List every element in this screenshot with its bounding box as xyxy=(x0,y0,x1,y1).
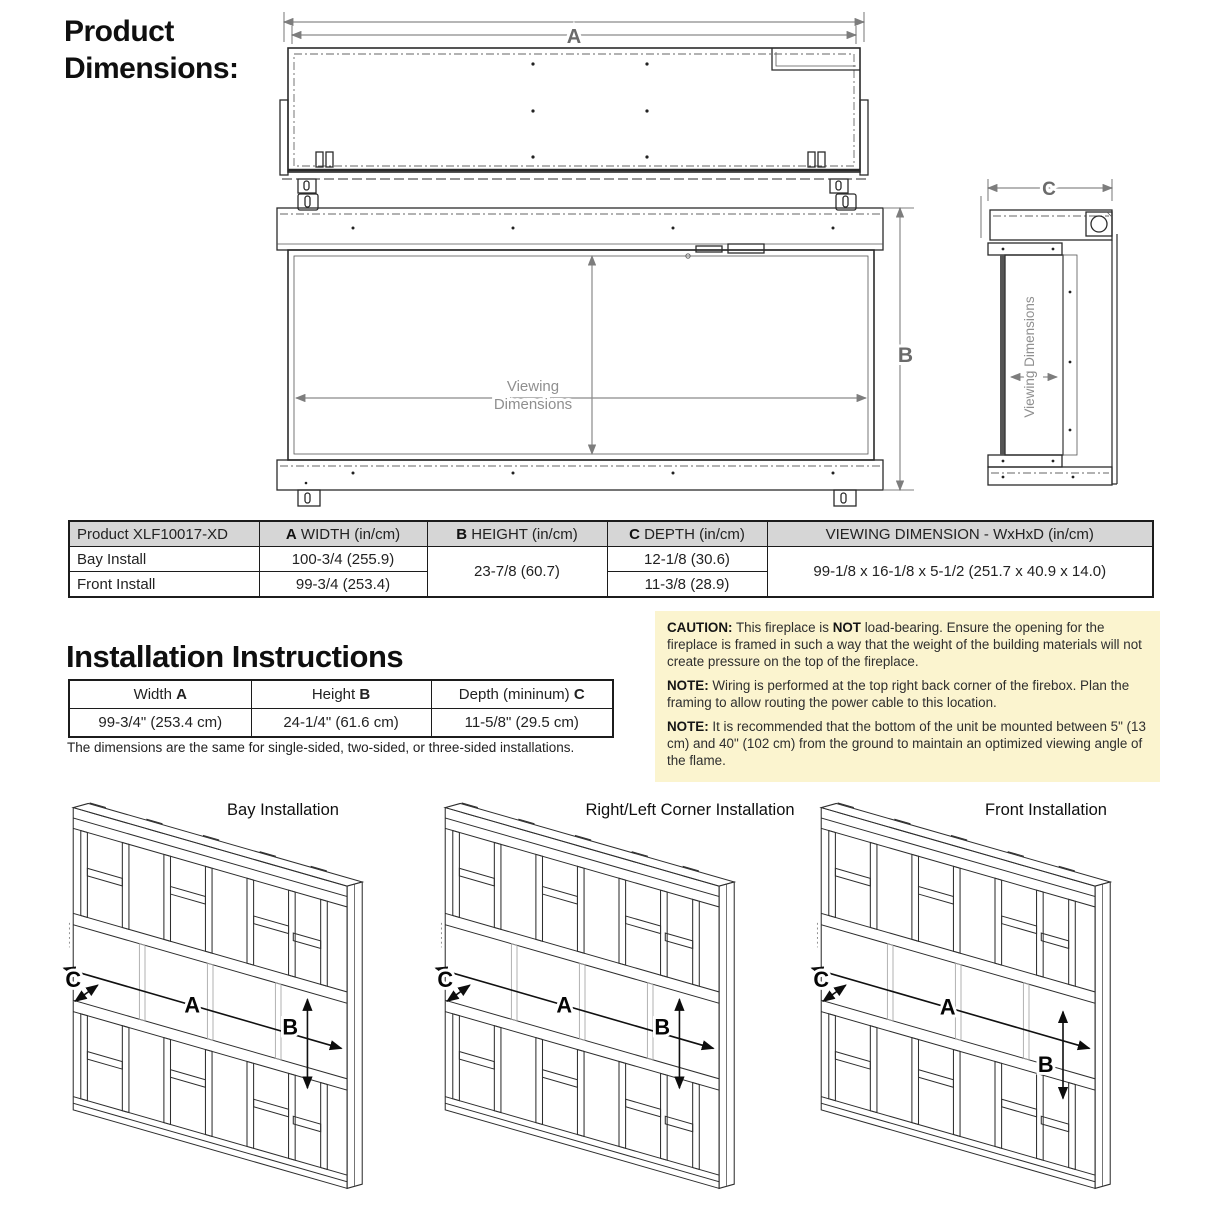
install-values-row xyxy=(69,709,613,738)
installation-instructions-title: Installation Instructions xyxy=(66,639,404,674)
bay-install-label-cell: Bay Install xyxy=(69,547,259,572)
dim-c-label: C xyxy=(813,967,830,993)
front-installation-diagram xyxy=(808,798,1148,1195)
install-width-header: Width A xyxy=(69,680,251,709)
svg-text:Dimensions: Dimensions xyxy=(493,396,573,413)
power-entry-knockout-icon xyxy=(1091,216,1107,232)
bay-depth-cell: 12-1/8 (30.6) xyxy=(607,547,767,572)
install-height-header: Height B xyxy=(251,680,431,709)
product-dimensions-table xyxy=(68,520,1154,598)
install-depth-header: Depth (mininum) C xyxy=(431,680,613,709)
viewing-dimensions-label xyxy=(494,378,572,413)
top-view-drawing xyxy=(276,4,872,196)
dim-b-label: B xyxy=(897,344,913,367)
page-title: Product Dimensions: xyxy=(64,15,239,85)
caution-paragraph: CAUTION: This fireplace is NOT load-bearing. Ensure the opening for the fireplace is framed in such a way that the weight of the building materials will not create pressure on the top of the fireplace. xyxy=(667,620,1142,670)
front-depth-cell: 11-3/8 (28.9) xyxy=(607,572,767,598)
front-installation-title: Front Installation xyxy=(985,801,1107,819)
depth-header-cell: C DEPTH (in/cm) xyxy=(607,521,767,547)
dim-a-label: A xyxy=(939,994,956,1020)
dim-b-label: B xyxy=(1037,1052,1054,1078)
dim-b-label: B xyxy=(654,1014,670,1040)
fastener-dots xyxy=(305,227,835,485)
height-value-cell: 23-7/8 (60.7) xyxy=(427,547,607,598)
dim-a-label: A xyxy=(184,992,201,1018)
install-header-row xyxy=(69,680,613,709)
fastener-dots xyxy=(531,62,648,158)
viewing-dimensions-label-vertical: Viewing Dimensions xyxy=(1022,296,1037,418)
height-header-cell: B HEIGHT (in/cm) xyxy=(427,521,607,547)
caution-notes-box xyxy=(655,611,1160,782)
side-view-drawing xyxy=(973,172,1133,498)
dim-c-label: C xyxy=(437,967,454,993)
install-width-value: 99-3/4" (253.4 cm) xyxy=(69,709,251,738)
front-install-label-cell: Front Install xyxy=(69,572,259,598)
install-height-value: 24-1/4" (61.6 cm) xyxy=(251,709,431,738)
viewing-value-cell: 99-1/8 x 16-1/8 x 5-1/2 (251.7 x 40.9 x 14.0) xyxy=(767,547,1153,598)
product-header-cell: Product XLF10017-XD xyxy=(69,521,259,547)
bay-width-cell: 100-3/4 (255.9) xyxy=(259,547,427,572)
note-wiring-paragraph: NOTE: Wiring is performed at the top right back corner of the firebox. Plan the framing to allow routing the power cable to this location. xyxy=(667,678,1130,711)
dim-c-label: C xyxy=(65,967,82,993)
note-mounting-paragraph: NOTE: It is recommended that the bottom of the unit be mounted between 5" (13 cm) and 40" (102 cm) from the ground to maintain an optimized viewing angle of the flame. xyxy=(667,719,1146,769)
svg-text:Viewing: Viewing xyxy=(506,378,560,395)
dim-a-label: A xyxy=(556,992,573,1018)
dim-a-label: A xyxy=(566,26,582,48)
corner-installation-title: Right/Left Corner Installation xyxy=(585,801,795,819)
install-depth-value: 11-5/8" (29.5 cm) xyxy=(431,709,613,738)
corner-installation-diagram xyxy=(432,798,772,1195)
glass-edge xyxy=(1000,255,1005,455)
viewing-header-cell: VIEWING DIMENSION - WxHxD (in/cm) xyxy=(767,521,1153,547)
front-view-drawing xyxy=(268,192,916,510)
installation-footnote: The dimensions are the same for single-sided, two-sided, or three-sided installations. xyxy=(67,740,575,755)
dim-b-label: B xyxy=(282,1014,298,1040)
bay-install-row xyxy=(69,547,1153,572)
front-width-cell: 99-3/4 (253.4) xyxy=(259,572,427,598)
dim-c-label: C xyxy=(1042,179,1056,200)
installation-dimensions-table xyxy=(68,679,614,738)
bay-installation-title: Bay Installation xyxy=(227,801,339,819)
width-header-cell: A WIDTH (in/cm) xyxy=(259,521,427,547)
bay-installation-diagram xyxy=(60,798,400,1195)
table-header-row xyxy=(69,521,1153,547)
